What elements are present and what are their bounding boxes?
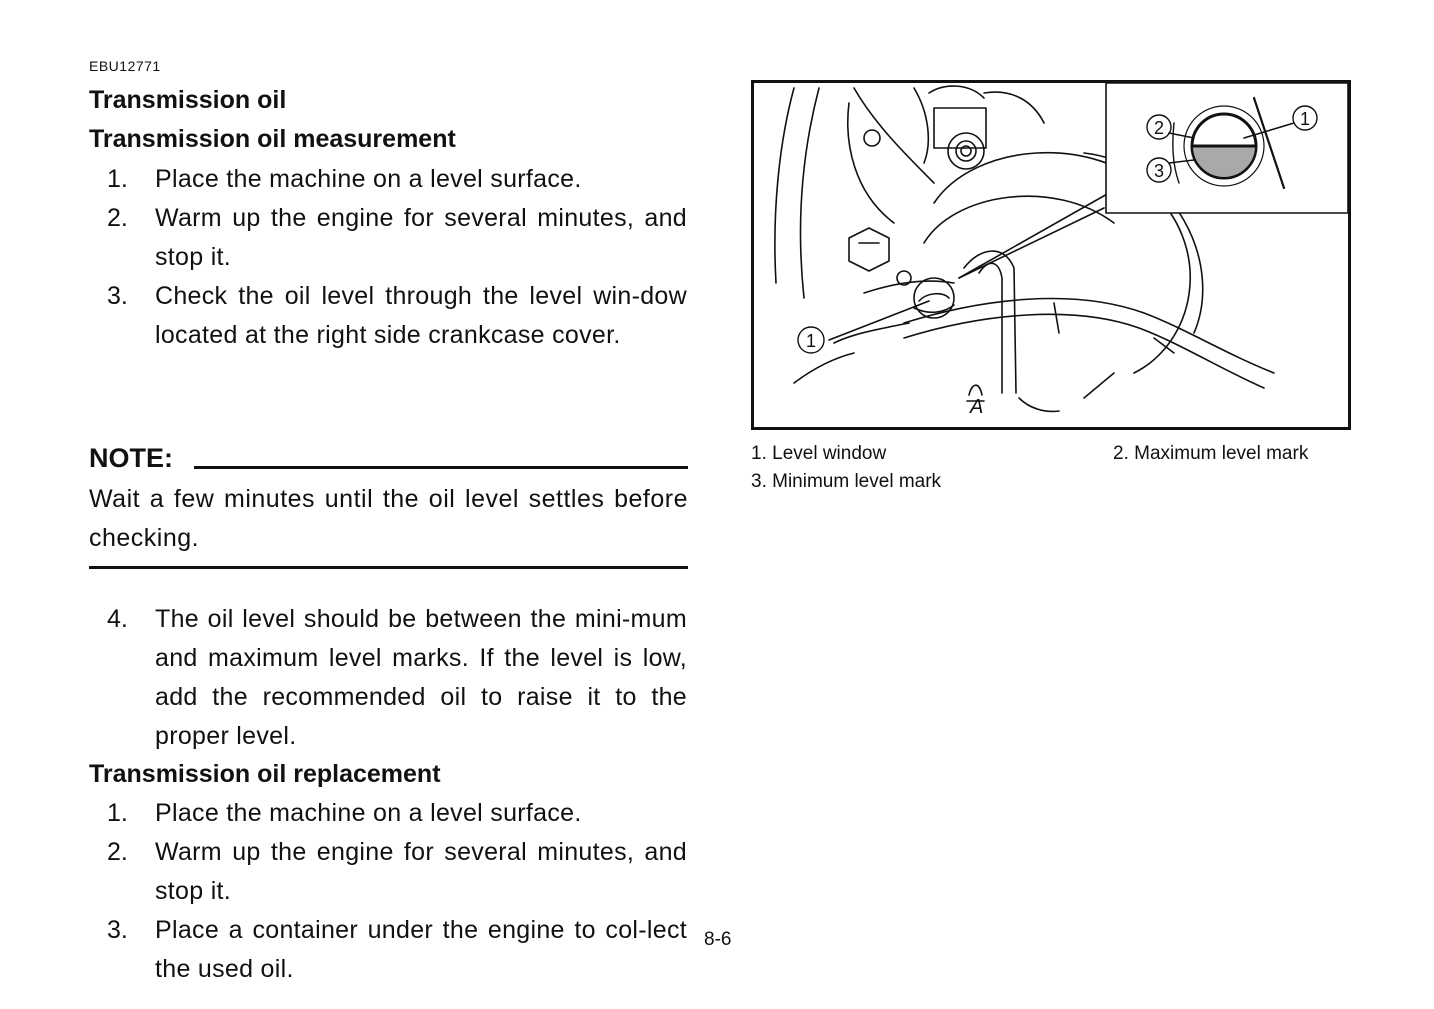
- callout-1-inset: 1: [1299, 109, 1311, 129]
- subsection-heading-measurement: Transmission oil measurement: [89, 125, 456, 153]
- mark-letter: A: [970, 396, 984, 418]
- list-item: [89, 160, 687, 199]
- callout-1-main: 1: [805, 331, 817, 351]
- list-item-text: Check the oil level through the level win-dow located at the right side crankcase cover.: [155, 282, 687, 349]
- list-item-number: 3.: [107, 282, 128, 310]
- callout-2: 2: [1153, 118, 1165, 138]
- list-item: [89, 833, 687, 911]
- list-item-number: 2.: [107, 204, 128, 232]
- list-item: [89, 600, 687, 756]
- caption-level-window: 1. Level window: [751, 443, 887, 464]
- section-heading: Transmission oil: [89, 86, 287, 114]
- page-number: 8-6: [704, 929, 732, 950]
- list-item-number: 3.: [107, 916, 128, 944]
- list-item-number: 2.: [107, 838, 128, 866]
- list-item: [89, 794, 687, 833]
- note-text: Wait a few minutes until the oil level settles before checking.: [89, 485, 688, 552]
- list-item-text: Warm up the engine for several minutes, and stop it.: [155, 204, 687, 271]
- list-item-text: Warm up the engine for several minutes, and stop it.: [155, 838, 687, 905]
- caption-minimum-level-mark: 3. Minimum level mark: [751, 471, 942, 492]
- note-divider-top: [194, 466, 688, 469]
- list-item: [89, 911, 687, 989]
- oil-level-illustration: [751, 80, 1351, 430]
- list-item-text: The oil level should be between the mini-mum and maximum level marks. If the level is low, add the recommended oil to raise it to the proper level.: [155, 605, 687, 750]
- list-item-number: 4.: [107, 605, 128, 633]
- list-item: [89, 277, 687, 355]
- note-divider-bottom: [89, 566, 688, 569]
- list-item-text: Place the machine on a level surface.: [155, 165, 582, 193]
- list-item-text: Place the machine on a level surface.: [155, 799, 582, 827]
- level-window-inset: [1106, 83, 1348, 213]
- caption-maximum-level-mark: 2. Maximum level mark: [1113, 443, 1309, 464]
- list-item: [89, 199, 687, 277]
- list-item-number: 1.: [107, 799, 128, 827]
- list-item-number: 1.: [107, 165, 128, 193]
- document-code: EBU12771: [89, 58, 161, 74]
- subsection-heading-replacement: Transmission oil replacement: [89, 760, 441, 788]
- callout-3: 3: [1153, 161, 1165, 181]
- note-label: NOTE:: [89, 443, 173, 473]
- list-item-text: Place a container under the engine to col-lect the used oil.: [155, 916, 687, 983]
